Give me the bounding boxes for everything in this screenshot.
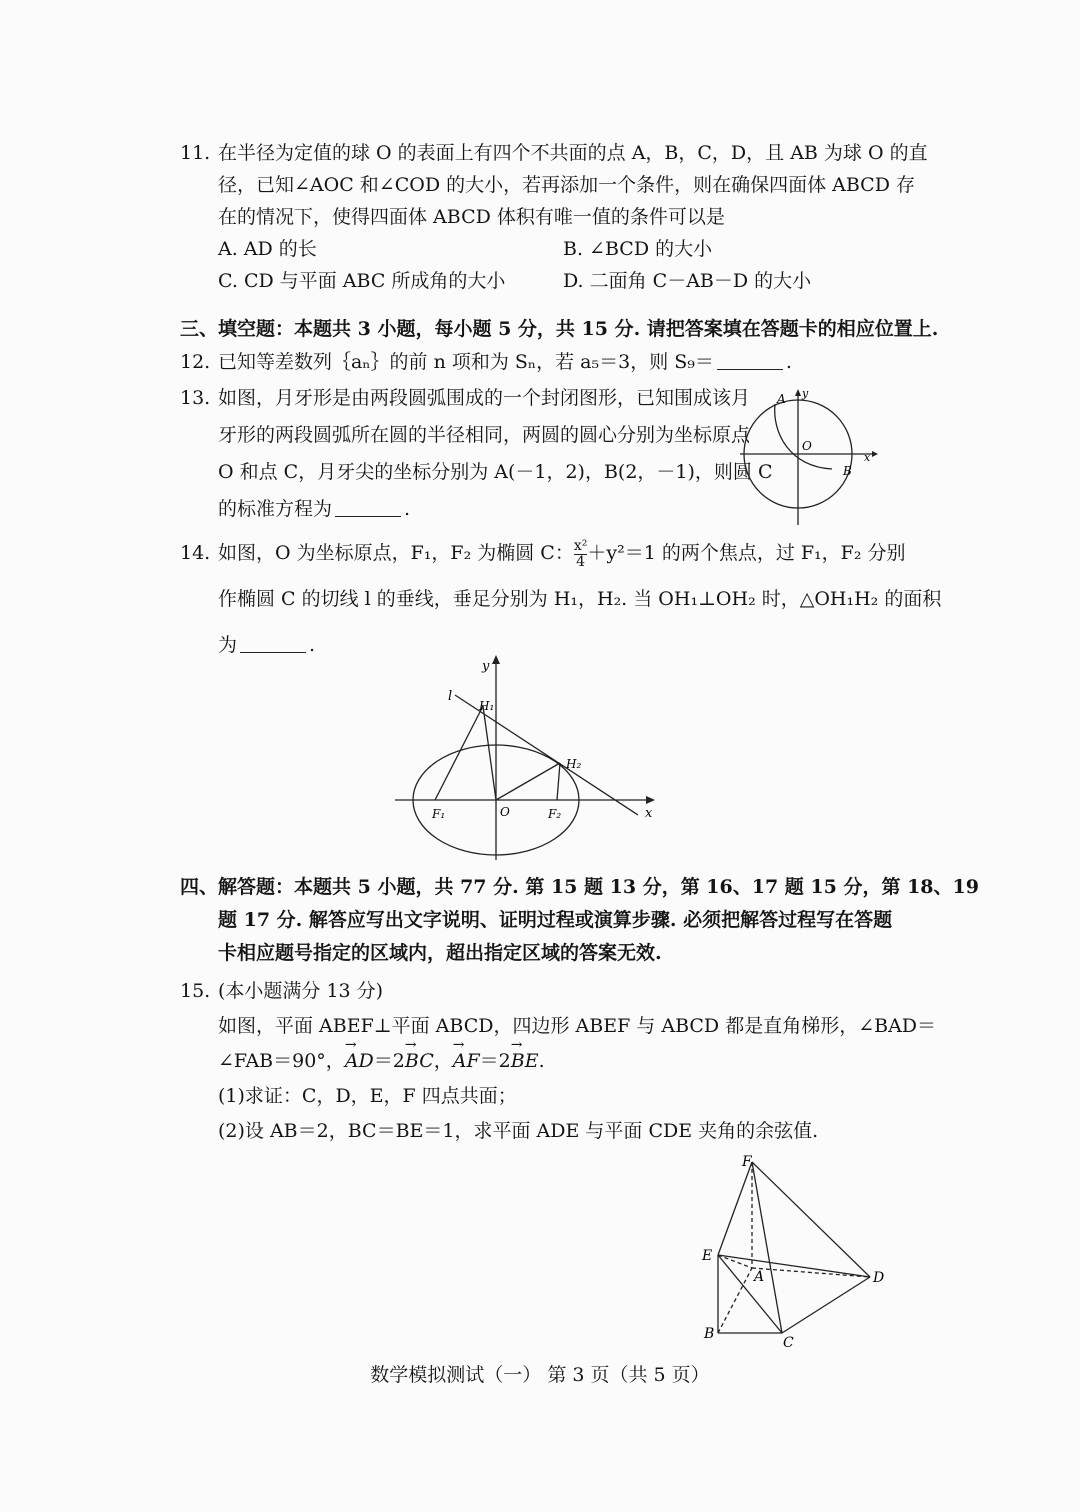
- segment-oh2: [496, 763, 560, 800]
- edge-fe: [718, 1162, 752, 1255]
- point-b-label: B: [843, 464, 852, 478]
- question-text: 作椭圆 C 的切线 l 的垂线，垂足分别为 H₁，H₂. 当 OH₁⊥OH₂ 时，△OH₁H₂ 的面积: [218, 588, 942, 610]
- question-text: 在的情况下，使得四面体 ABCD 体积有唯一值的条件可以是: [218, 206, 725, 228]
- question-number: 12.: [180, 351, 211, 373]
- answer-blank: [717, 351, 783, 370]
- punctuation: .: [785, 351, 792, 373]
- origin-label: O: [802, 439, 812, 453]
- page-footer: 数学模拟测试（一） 第 3 页（共 5 页）: [370, 1364, 710, 1386]
- question-text: [180, 1044, 936, 1079]
- part-1: (1)求证：C，D，E，F 四点共面；: [218, 1085, 517, 1107]
- question-text: 如图，平面 ABEF⊥平面 ABCD，四边形 ABEF 与 ABCD 都是直角梯形，∠BAD＝: [218, 1015, 937, 1037]
- y-axis-arrow: [795, 389, 801, 396]
- question-number: 14.: [180, 542, 211, 564]
- focus-f1-label: F₁: [432, 807, 446, 821]
- point-h1-label: H₁: [479, 699, 495, 713]
- y-axis-label: y: [802, 387, 809, 400]
- y-axis-arrow: [492, 655, 500, 664]
- question-15: [180, 974, 936, 1149]
- question-text: 牙形的两段圆弧所在圆的半径相同，两圆的圆心分别为坐标原点: [218, 424, 751, 446]
- solid-figure: [690, 1150, 890, 1350]
- perpendicular-f2h2: [557, 763, 560, 800]
- crescent-figure: [740, 385, 880, 530]
- point-b-label: B: [704, 1326, 715, 1342]
- question-text: 在半径为定值的球 O 的表面上有四个不共面的点 A，B，C，D，且 AB 为球 O 的直: [218, 142, 928, 164]
- point-f-label: F: [742, 1154, 752, 1170]
- question-number: 11.: [180, 142, 211, 164]
- vector-be: → BE: [511, 1044, 539, 1079]
- question-text: 径，已知∠AOC 和∠COD 的大小，若再添加一个条件，则在确保四面体 ABCD 存: [218, 174, 915, 196]
- question-text: O 和点 C，月牙尖的坐标分别为 A(－1，2)，B(2，－1)，则圆 C: [218, 461, 773, 483]
- point-h2-label: H₂: [566, 757, 582, 771]
- perpendicular-f1h1: [435, 706, 483, 800]
- point-a-label: A: [777, 392, 786, 406]
- section-heading: 三、填空题：本题共 3 小题，每小题 5 分，共 15 分. 请把答案填在答题卡的相应位置上.: [180, 318, 939, 340]
- point-a-label: A: [754, 1269, 765, 1285]
- text-segment: .: [538, 1050, 545, 1072]
- options-row: [180, 233, 928, 265]
- x-axis-label: x: [864, 451, 871, 464]
- question-text: 如图，月牙形是由两段圆弧围成的一个封闭图形，已知围成该月: [218, 387, 751, 409]
- section-heading: [180, 871, 979, 970]
- circle-c-arc: [775, 404, 832, 469]
- tangent-line-l: [455, 695, 638, 815]
- question-11: [180, 137, 928, 297]
- edge-ed: [718, 1255, 870, 1277]
- answer-blank: [240, 634, 306, 653]
- vector-bc: → BC: [405, 1044, 434, 1079]
- option-a: A. AD 的长: [218, 238, 317, 260]
- question-13: [180, 380, 773, 528]
- x-axis-arrow: [872, 451, 878, 457]
- focus-f2-label: F₂: [548, 807, 562, 821]
- part-2: (2)设 AB＝2，BC＝BE＝1，求平面 ADE 与平面 CDE 夹角的余弦值.: [218, 1120, 819, 1142]
- fraction: [574, 539, 588, 570]
- option-c: C. CD 与平面 ABC 所成角的大小: [218, 270, 506, 292]
- edge-ad-hidden: [752, 1268, 870, 1277]
- line-l-label: l: [448, 689, 453, 704]
- section-heading-line: 四、解答题：本题共 5 小题，共 77 分. 第 15 题 13 分，第 16、17 题 15 分，第 18、19: [180, 876, 979, 898]
- y-axis-label: y: [482, 659, 490, 674]
- punctuation: .: [309, 634, 316, 656]
- section-heading-line: 题 17 分. 解答应写出文字说明、证明过程或演算步骤. 必须把解答过程写在答题: [218, 909, 893, 931]
- question-text: 的标准方程为: [218, 498, 333, 520]
- text-segment: ＝2: [373, 1050, 405, 1072]
- question-text: 如图，O 为坐标原点，F₁，F₂ 为椭圆 C：: [218, 542, 574, 564]
- text-segment: ∠FAB＝90°，: [218, 1050, 345, 1072]
- question-12: [180, 346, 792, 378]
- options-row: [180, 265, 928, 297]
- question-text: 为: [218, 634, 238, 656]
- point-e-label: E: [702, 1248, 713, 1264]
- vector-ad: → AD: [345, 1044, 374, 1079]
- section-heading-line: 卡相应题号指定的区域内，超出指定区域的答案无效.: [218, 942, 662, 964]
- ellipse-figure: [390, 650, 665, 865]
- text-segment: ，: [433, 1050, 453, 1072]
- question-number: 15.: [180, 980, 211, 1002]
- question-title: (本小题满分 13 分): [218, 980, 384, 1002]
- edge-ec: [718, 1255, 782, 1333]
- vector-af: → AF: [453, 1044, 480, 1079]
- text-segment: ＝2: [479, 1050, 511, 1072]
- question-14: [180, 530, 941, 668]
- answer-blank: [335, 498, 401, 517]
- question-text: 已知等差数列｛aₙ｝的前 n 项和为 Sₙ，若 a₅＝3，则 S₉＝: [218, 351, 714, 373]
- punctuation: .: [404, 498, 411, 520]
- x-axis-arrow: [646, 796, 655, 804]
- point-d-label: D: [873, 1270, 885, 1286]
- edge-cd: [782, 1277, 870, 1333]
- x-axis-label: x: [645, 806, 653, 821]
- option-d: D. 二面角 C－AB－D 的大小: [563, 270, 812, 292]
- fraction-numerator: x²: [573, 537, 588, 554]
- point-c-label: C: [783, 1335, 794, 1350]
- fraction-denominator: 4: [576, 553, 586, 570]
- question-text: ＋y²＝1 的两个焦点，过 F₁，F₂ 分别: [587, 542, 906, 564]
- option-b: B. ∠BCD 的大小: [563, 238, 713, 260]
- edge-ba-hidden: [718, 1268, 752, 1333]
- question-number: 13.: [180, 387, 211, 409]
- origin-label: O: [500, 805, 510, 819]
